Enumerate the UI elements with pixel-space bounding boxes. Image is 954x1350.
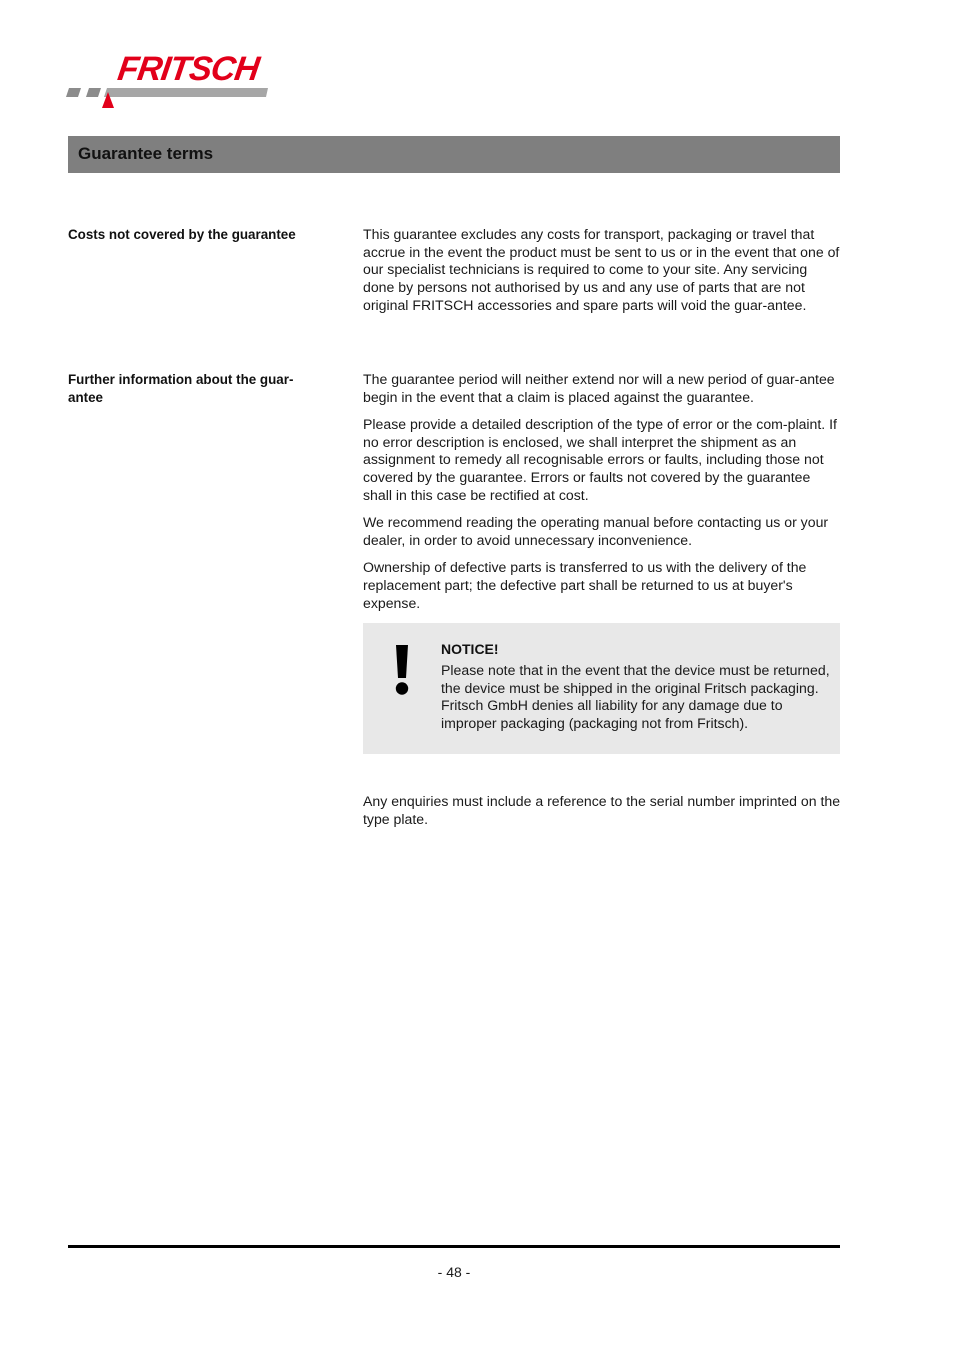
paragraph: We recommend reading the operating manual before contacting us or your dealer, in order to avoid unnecessary inconvenience. xyxy=(363,514,829,548)
logo-wordmark: FRITSCH xyxy=(115,50,261,88)
notice-title: NOTICE! xyxy=(441,641,499,657)
further-information-text xyxy=(363,371,841,622)
footer-divider xyxy=(68,1245,840,1248)
heading-further-information: Further information about the guar-antee xyxy=(68,372,294,405)
notice-text: Please note that in the event that the device must be returned, the device must be shipped in the original Fritsch packaging. Fritsch GmbH denies all liability for any damage due to improper packaging (packaging not from Fritsch). xyxy=(441,662,830,732)
closing-text xyxy=(363,793,841,838)
notice-box xyxy=(363,623,840,754)
paragraph: Any enquiries must include a reference to the serial number imprinted on the type plate. xyxy=(363,793,841,827)
costs-not-covered-text xyxy=(363,226,841,324)
page-number: - 48 - xyxy=(437,1264,471,1280)
paragraph: Please provide a detailed description of the type of error or the com-plaint. If no error description is enclosed, we shall interpret the shipment as an assignment to remedy all recognisable errors or faults, including those not covered by the guarantee. Errors or faults not covered by the guarantee shall in this case be rectified at cost. xyxy=(363,416,837,503)
fritsch-logo xyxy=(66,50,286,112)
paragraph: This guarantee excludes any costs for transport, packaging or travel that accrue in the event the product must be sent to us or in the event that one of our specialist technicians is required to come to your site. Any servicing done by persons not authorised by us and any use of parts that are not original FRITSCH accessories and spare parts will void the guar-antee. xyxy=(363,226,840,313)
paragraph: Ownership of defective parts is transferred to us with the delivery of the replacement part; the defective part shall be returned to us at buyer's expense. xyxy=(363,559,807,611)
logo-stripes-icon xyxy=(66,84,276,110)
section-header-bar xyxy=(68,136,840,173)
heading-costs-not-covered: Costs not covered by the guarantee xyxy=(68,227,296,242)
exclamation-icon xyxy=(395,645,409,695)
section-title: Guarantee terms xyxy=(78,144,214,163)
paragraph: The guarantee period will neither extend nor will a new period of guar-antee begin in the event that a claim is placed against the guarantee. xyxy=(363,371,835,405)
